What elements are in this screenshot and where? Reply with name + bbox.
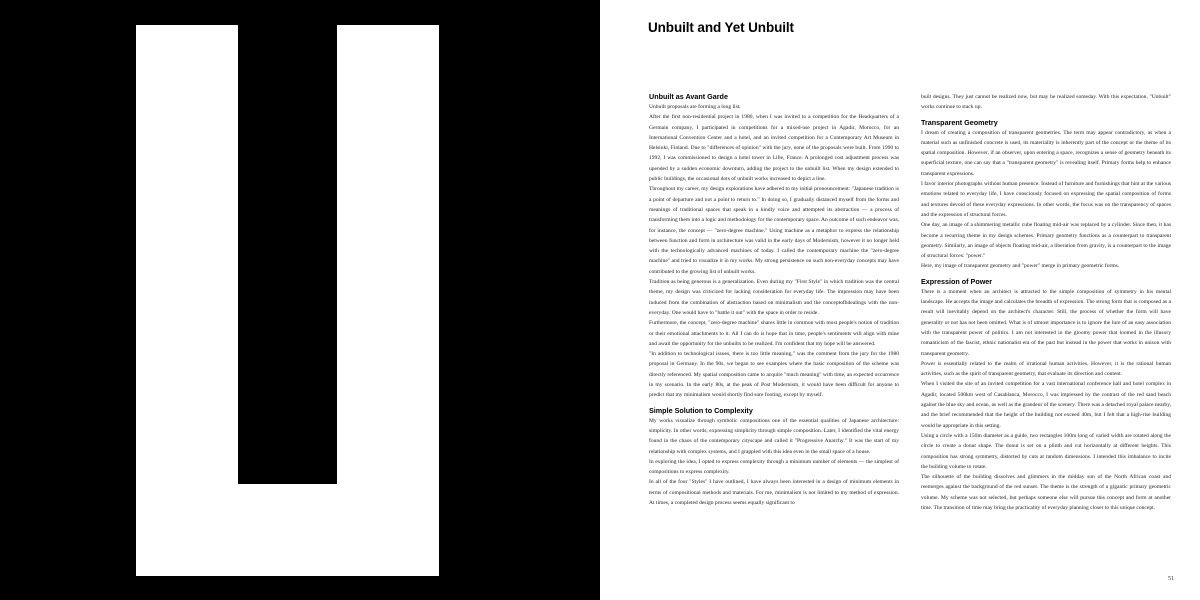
paragraph: My works visualize through symbolic compositions one of the essential qualities of Japanese architecture: simplicity. In other words, expressing simplicity through simple composition. Later, I identified the vital energy found in the chaos of the contemporary cityscape and called it "Progressive Anarchy." It was the start of my relationship with complex systems, and I grappled with this idea even in the small space of a house. <box>649 417 899 455</box>
page-number: 51 <box>1168 576 1174 582</box>
right-page <box>600 0 1200 600</box>
paragraph: In all of the four "Styles" I have outlined, I have always been interested in a design of minimum elements in terms of compositional methods and materials. For me, minimalism is not limited to my method of expression. At times, a completed design process seems equally significant to <box>649 479 899 506</box>
paragraph: When I visited the site of an invited competition for a vast international conference hall and hotel complex in Agadir, located 500km west of Casablanca, Morocco, I was impressed by the contrast of the red sand beach against the blue sky and ocean, as well as the grandeur of the scenery. There was a detached royal palace nearby, and the brief recommended that the height of the building not exceed 40m, but I felt that a high-rise building would be appropriate in this setting. <box>921 381 1171 429</box>
paragraph: "In addition to technological issues, there is too little meaning," was the comment from the jury for the 1980 proposal in Germany. In the 90s, we began to see examples where the basic composition of the scheme was directly referenced. My spatial composition came to acquire "much meaning" with time, an expected occurrence in my scenario. In the early 80s, at the peak of Post Modernism, it would have been difficult for anyone to predict that my minimalism would shortly find sure footing, except by myself. <box>649 351 899 399</box>
text-column-left <box>649 92 899 597</box>
paragraph: Furthermore, the concept, "zero-degree machine" shares little in common with most people's notion of tradition or their emotional attachments to it. All I can do is hope that in time, people's sentiments will align with mine and await the opportunity for the unbuilts to be realized. I'm confident that my hope will be answered. <box>649 320 899 347</box>
paragraph: In exploring the idea, I opted to express complexity through a minimum number of elements — the simplest of compositions to express complexity. <box>649 458 899 476</box>
section-heading: Simple Solution to Complexity <box>649 405 753 415</box>
paragraph: The silhouette of the building dissolves and glimmers in the midday sun of the North African coast and reemerges against the background of the red sunset. The theme is the strength of a gigantic primary geometric volume. My scheme was not selected, but perhaps someone else will pursue this concept and form at another time. The transition of time may bring the practicality of everyday planning closer to this unique concept. <box>921 474 1171 511</box>
paragraph: Here, my image of transparent geometry and "power" merge in primary geometric forms. <box>921 263 1120 270</box>
paragraph: Power is essentially related to the realm of irrational human activities. However, it is the rational human activities, such as the spirit of transparent geometry, that evaluate its direction and content. <box>921 360 1171 378</box>
paragraph: I favor interior photographs without human presence. Instead of furniture and furnishings that hint at the various emotions related to everyday life, I have consciously focused on expressing the spatial composition of forms and textures devoid of these everyday expressions. In other words, the focus was on the transparency of spaces and the expression of structural forces. <box>921 181 1171 218</box>
paragraph: Unbuilt proposals are forming a long list. <box>649 104 741 110</box>
paragraph: There is a moment when an architect is attracted to the simple composition of symmetry in his mental landscape. He accepts the image and calculates the breadth of expression. The strong form that is composed as a result will inevitably depend on the architect's character. Still, the process of whether the form will have generality or not has not been omitted. What is of utmost importance is to ignore the lure of an easy association with the transparent power of politics. I am not interested in the gloomy power that loomed in the illusory romanticism of the fascist, ethnic nationalist era of the past but instead in the power that works in unison with transparent geometry. <box>921 288 1171 357</box>
page-title: Unbuilt and Yet Unbuilt <box>648 20 794 35</box>
section-heading: Expression of Power <box>921 276 993 286</box>
paragraph: Throughout my career, my design explorations have adhered to my initial pronouncement: "Japanese tradition is a point of departure and not a point to return to." In doing so, I gradually distanced myself from the forms and meanings of traditional spaces that speak in a kindly voice and attempted its abstraction — a process of transforming them into a logic and methodology for the contemporary space. An outcome of such endeavor was, for instance, the concept — "zero-degree machine." Using machine as a metaphor to express the relationship between function and form in architecture was valid in the early days of Modernism, however it no longer held with the technologically advanced machines of today. I called the contemporary machine the "zero-degree machine" and tried to visualize it in my works. My strong persistence on such non-everyday concepts may have contributed to the growing list of unbuilt works. <box>649 186 899 275</box>
paragraph: After the first non-residential project in 1980, when I was invited to a competition for the Headquarters of a Germain company, I participated in competitions for a mixed-use project in Agadir, Morocco, for an International Convention Center and a hotel, and an invited competition for a Contemporary Art Museum in Helsinki, Finland. Due to "differences of opinion" with the jury, none of the proposals were built. From 1990 to 1992, I was commissioned to design a hotel tower in Lille, France. A prolonged cost adjustment process was upended by a sudden economic downturn, adding the project to the unbuilt list. When my design extended to public buildings, the occasional dots of unbuilt works increased to depict a line. <box>649 114 899 183</box>
section-heading: Unbuilt as Avant Garde <box>649 92 728 101</box>
paragraph: built designs. They just cannot be realized now, but may be realized someday. With this expectation, "Unbuilt" works continue to stack up. <box>921 94 1171 111</box>
text-column-right <box>921 92 1171 567</box>
paragraph: One day, an image of a shimmering metallic cube floating mid-air was replaced by a cylinder. Since then, it has become a recurring theme in my design schemes. Primary geometry functions as a counterpart to transparent geometry. Similarly, an image of objects floating mid-air, a liberation from gravity, is a counterpart to the image of structural forces: "power." <box>921 222 1171 260</box>
paragraph: Using a circle with a 150m diameter as a guide, two rectangles 100m long of varied width are rotated along the circle to create a donut shape. The donut is set on a plinth and cut horizontally at different heights. This composition has strong symmetry, distorted by cuts at random dimensions. I intended this imbalance to incite the building volume to rotate. <box>921 432 1171 470</box>
paragraph: Tradition as being generous is a generalization. Even during my "First Style" in which tradition was the central theme, my design was criticized for lacking consideration for everyday life. The impression may have been induced from the combination of abstraction based on minimalism and the conceptofhdealings with the non-everyday. One would have to "battle it out" with the space in order to reside. <box>649 279 899 316</box>
u-letter-base <box>136 484 439 576</box>
section-heading: Transparent Geometry <box>921 117 998 127</box>
paragraph: I dream of creating a composition of transparent geometries. The term may appear contradictory, as when a material such as unfinished concrete is used, its materiality is inherently part of the concept or the theme of its spatial composition. However, if an observer, upon entering a space, recognizes a sense of geometry beneath its superficial texture, one can say that a "transparent geometry" is revealing itself. Primary forms help to enhance transparent expressions. <box>921 129 1171 177</box>
